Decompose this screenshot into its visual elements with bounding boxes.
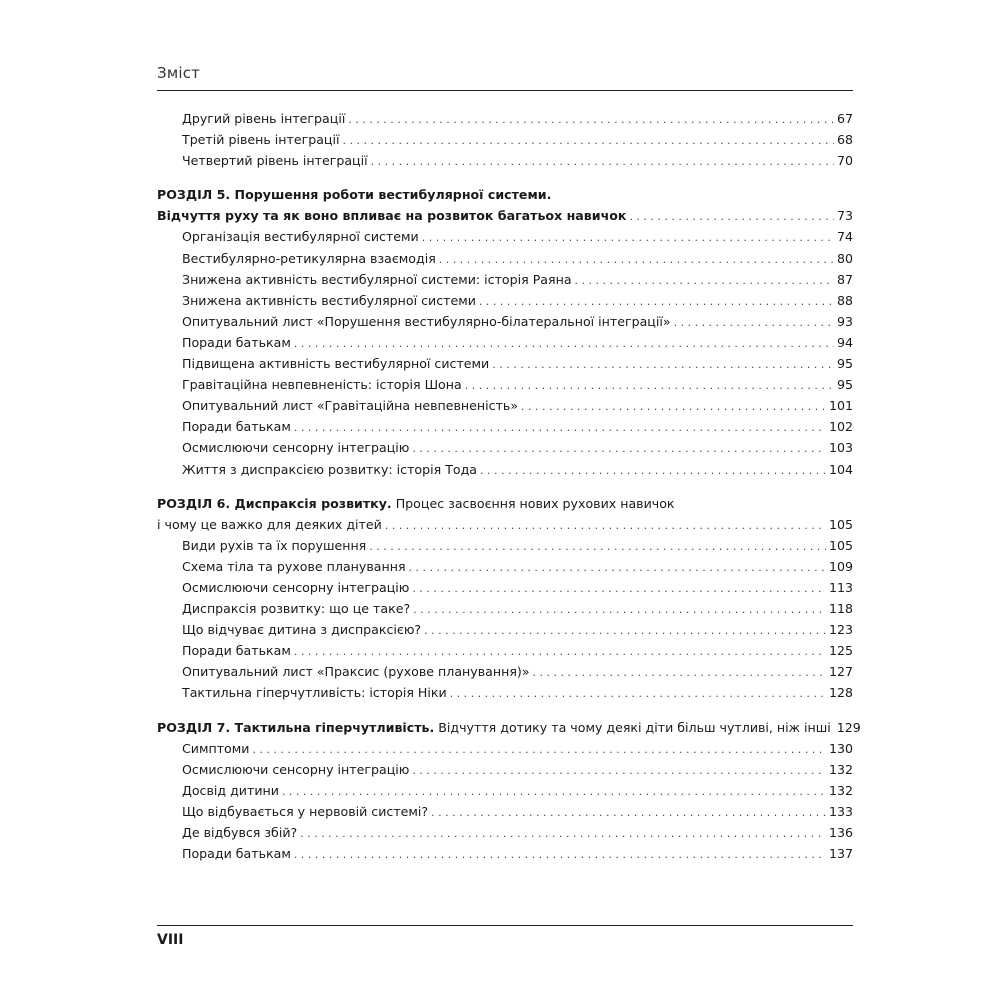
toc-entry-page: 95 — [836, 377, 853, 393]
toc-entry-title: Третій рівень інтеграції — [182, 132, 340, 148]
toc-entry-page: 136 — [828, 825, 853, 840]
toc-entry-page: 68 — [836, 132, 853, 148]
toc-entry-title: Знижена активність вестибулярної системи — [182, 292, 476, 308]
toc-entry-title: Симптоми — [182, 740, 250, 756]
leader-dots — [385, 515, 826, 536]
toc-entry-title: Осмислюючи сенсорну інтеграцію — [182, 579, 410, 595]
toc-entry[interactable] — [157, 535, 853, 556]
leader-dots — [424, 620, 826, 641]
toc-entry[interactable] — [157, 290, 853, 311]
leader-dots — [294, 844, 826, 865]
toc-entry[interactable] — [157, 661, 853, 682]
leader-dots — [294, 417, 826, 438]
toc-entry-page: 95 — [836, 356, 853, 372]
toc-entry-page: 104 — [828, 461, 853, 477]
toc-entry-title: Організація вестибулярної системи — [182, 229, 419, 245]
chapter-5-page: 73 — [836, 208, 853, 224]
table-of-contents — [157, 108, 861, 864]
chapter-6-heading[interactable] — [157, 493, 853, 514]
toc-entry-page: 102 — [828, 419, 853, 435]
leader-dots — [413, 599, 826, 620]
leader-dots — [492, 354, 834, 375]
chapter-7-label: РОЗДІЛ 7. Тактильна гіперчутливість. — [157, 719, 435, 735]
chapter-5-subtitle-row[interactable] — [157, 205, 853, 226]
toc-entry-title: Підвищена активність вестибулярної системи — [182, 356, 490, 372]
toc-entry[interactable] — [157, 801, 853, 822]
toc-entry-title: Що відчуває дитина з диспраксією? — [182, 622, 422, 638]
toc-entry-page: 87 — [836, 271, 853, 287]
footer-rule — [157, 925, 853, 926]
toc-entry[interactable] — [157, 619, 853, 640]
toc-entry-title: Тактильна гіперчутливість: історія Ніки — [182, 685, 447, 701]
toc-entry-title: Знижена активність вестибулярної системи: історія Раяна — [182, 271, 572, 287]
leader-dots — [465, 375, 834, 396]
leader-dots — [343, 130, 834, 151]
toc-entry-title: Схема тіла та рухове планування — [182, 558, 406, 574]
toc-entry[interactable] — [157, 843, 853, 864]
leader-dots — [450, 683, 826, 704]
chapter-6-label: РОЗДІЛ 6. Диспраксія розвитку. — [157, 495, 392, 511]
chapter-6-subtitle-row[interactable] — [157, 514, 853, 535]
chapter-5-subtitle: Відчуття руху та як воно впливає на розвиток багатьох навичок — [157, 208, 627, 224]
leader-dots — [521, 396, 826, 417]
chapter-7-label-rest: Відчуття дотику та чому деякі діти більш чутливі, ніж інші — [434, 719, 831, 735]
leader-dots — [348, 109, 834, 130]
toc-entry[interactable] — [157, 332, 853, 353]
leader-dots — [439, 249, 834, 270]
toc-entry-title: Опитувальний лист «Порушення вестибулярно-білатеральної інтеграції» — [182, 313, 671, 329]
toc-entry-title: Поради батькам — [182, 846, 291, 862]
toc-entry-title: Опитувальний лист «Праксис (рухове планування)» — [182, 664, 530, 680]
page-number: VIII — [157, 932, 184, 948]
toc-entry[interactable] — [157, 416, 853, 437]
toc-entry-title: Опитувальний лист «Гравітаційна невпевненість» — [182, 398, 519, 414]
toc-entry-title: Поради батькам — [182, 334, 291, 350]
toc-entry-title: Життя з диспраксією розвитку: історія Тода — [182, 461, 478, 477]
toc-entry[interactable] — [157, 129, 853, 150]
leader-dots — [371, 151, 834, 172]
toc-entry-title: Осмислюючи сенсорну інтеграцію — [182, 440, 410, 456]
leader-dots — [369, 536, 826, 557]
toc-entry[interactable] — [157, 226, 853, 247]
leader-dots — [412, 438, 826, 459]
toc-entry-page: 118 — [828, 601, 853, 617]
header-rule — [157, 90, 853, 91]
toc-entry-page: 132 — [828, 782, 853, 798]
toc-entry-title: Види рухів та їх порушення — [182, 537, 367, 553]
toc-entry[interactable] — [157, 248, 853, 269]
leader-dots — [575, 270, 834, 291]
toc-entry[interactable] — [157, 577, 853, 598]
toc-entry[interactable] — [157, 640, 853, 661]
toc-entry-page: 109 — [828, 558, 853, 574]
toc-entry-title: Осмислюючи сенсорну інтеграцію — [182, 761, 410, 777]
toc-entry-title: Поради батькам — [182, 643, 291, 659]
toc-entry[interactable] — [157, 353, 853, 374]
toc-entry[interactable] — [157, 311, 853, 332]
toc-entry-page: 123 — [828, 622, 853, 638]
leader-dots — [674, 312, 834, 333]
toc-entry-title: Гравітаційна невпевненість: історія Шона — [182, 377, 462, 393]
leader-dots — [629, 206, 834, 227]
toc-entry-page: 93 — [836, 313, 853, 329]
leader-dots — [300, 823, 826, 844]
toc-entry[interactable] — [157, 780, 853, 801]
toc-entry[interactable] — [157, 682, 853, 703]
toc-entry-title: Досвід дитини — [182, 782, 279, 798]
toc-entry[interactable] — [157, 822, 853, 843]
toc-entry[interactable] — [157, 108, 853, 129]
toc-entry-title: Що відбувається у нервовій системі? — [182, 803, 429, 819]
chapter-6-page: 105 — [828, 516, 853, 532]
toc-entry-page: 105 — [828, 537, 853, 553]
toc-entry[interactable] — [157, 437, 853, 458]
toc-entry-page: 137 — [828, 846, 853, 862]
chapter-7-heading-row[interactable] — [157, 717, 861, 738]
leader-dots — [294, 333, 834, 354]
chapter-6-subtitle: і чому це важко для деяких дітей — [157, 516, 382, 532]
leader-dots — [412, 760, 826, 781]
toc-entry[interactable] — [157, 395, 853, 416]
leader-dots — [533, 662, 826, 683]
toc-entry-page: 130 — [828, 740, 853, 756]
toc-entry-page: 125 — [828, 643, 853, 659]
toc-entry-page: 88 — [836, 292, 853, 308]
toc-entry-title: Другий рівень інтеграції — [182, 111, 346, 126]
toc-entry-page: 80 — [836, 250, 853, 266]
leader-dots — [422, 227, 834, 248]
toc-entry-page: 94 — [836, 334, 853, 350]
leader-dots — [409, 557, 826, 578]
toc-entry[interactable] — [157, 598, 853, 619]
toc-entry-title: Вестибулярно-ретикулярна взаємодія — [182, 250, 436, 266]
toc-entry-page: 67 — [836, 111, 853, 126]
chapter-6-label-rest: Процес засвоєння нових рухових навичок — [391, 495, 675, 511]
chapter-7-page: 129 — [836, 719, 861, 735]
toc-entry-page: 132 — [828, 761, 853, 777]
leader-dots — [412, 578, 826, 599]
leader-dots — [431, 802, 826, 823]
toc-entry[interactable] — [157, 738, 853, 759]
toc-entry-page: 128 — [828, 685, 853, 701]
leader-dots — [282, 781, 826, 802]
toc-entry-page: 101 — [828, 398, 853, 414]
chapter-5-heading[interactable]: РОЗДІЛ 5. Порушення роботи вестибулярної системи. — [157, 187, 552, 203]
page-header-title: Зміст — [157, 64, 201, 82]
toc-entry-title: Поради батькам — [182, 419, 291, 435]
toc-entry[interactable] — [157, 556, 853, 577]
toc-entry[interactable] — [157, 374, 853, 395]
toc-entry[interactable] — [157, 150, 853, 171]
toc-entry-page: 74 — [836, 229, 853, 245]
toc-entry-title: Четвертий рівень інтеграції — [182, 153, 368, 169]
toc-entry-page: 70 — [836, 153, 853, 169]
toc-entry-page: 133 — [828, 803, 853, 819]
toc-entry-page: 103 — [828, 440, 853, 456]
toc-entry[interactable] — [157, 459, 853, 480]
leader-dots — [480, 460, 826, 481]
toc-entry[interactable] — [157, 759, 853, 780]
toc-entry-page: 113 — [828, 579, 853, 595]
toc-entry-page: 127 — [828, 664, 853, 680]
leader-dots — [294, 641, 826, 662]
toc-entry-title: Диспраксія розвитку: що це таке? — [182, 601, 411, 617]
leader-dots — [479, 291, 834, 312]
toc-entry-title: Де відбувся збій? — [182, 825, 298, 840]
leader-dots — [252, 739, 826, 760]
toc-entry[interactable] — [157, 269, 853, 290]
